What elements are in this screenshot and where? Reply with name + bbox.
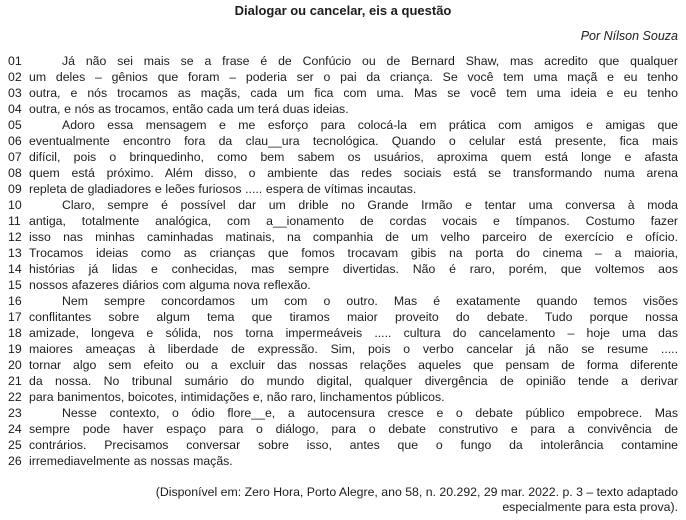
- line-text: Adoro essa mensagem e me esforço para colocá-la em prática com amigos e amigas que: [62, 118, 678, 132]
- line-number: 07: [8, 150, 22, 164]
- page-title: Dialogar ou cancelar, eis a questão: [234, 3, 452, 18]
- source-citation: [0, 485, 686, 515]
- line-number: 21: [8, 374, 22, 388]
- line-number: 14: [8, 262, 22, 276]
- line-number: 25: [8, 438, 22, 452]
- line-number: 15: [8, 278, 22, 292]
- line-text: Nem sempre concordamos um com o outro. Mas é exatamente quando temos visões: [62, 294, 678, 308]
- text-line: [0, 69, 686, 85]
- line-number: 13: [8, 246, 22, 260]
- line-text: Trocamos ideias como as crianças que fomos trocavam gibis na porta do cinema – a maioria,: [29, 246, 678, 260]
- line-number: 26: [8, 454, 22, 468]
- line-text: Claro, sempre é possível dar um drible no Grande Irmão e tentar uma conversa à moda: [62, 198, 678, 212]
- text-line: [0, 405, 686, 421]
- line-number: 23: [8, 406, 22, 420]
- text-line: [0, 229, 686, 245]
- text-line: [0, 309, 686, 325]
- text-line: [0, 437, 686, 453]
- text-line: [0, 117, 686, 133]
- line-text: conflitantes sobre algum tema que tiramos maior proveito do debate. Tudo porque nossa: [29, 310, 678, 324]
- text-line: [0, 165, 686, 181]
- line-text: outra, e nós as trocamos, então cada um terá duas ideias.: [29, 102, 349, 116]
- text-line: [0, 421, 686, 437]
- line-text: amizade, longeva e sólida, nos torna impermeáveis ..... cultura do cancelamento – hoje uma das: [29, 326, 678, 340]
- line-text: nossos afazeres diários com alguma nova reflexão.: [29, 278, 311, 292]
- line-number: 22: [8, 390, 22, 404]
- line-text: contrários. Precisamos conversar sobre isso, antes que o fungo da intolerância contamine: [29, 438, 678, 452]
- line-text: irremediavelmente as nossas maçãs.: [29, 454, 233, 468]
- text-line: [0, 453, 686, 469]
- text-line: [0, 101, 686, 117]
- line-number: 24: [8, 422, 22, 436]
- line-text: eventualmente encontro fora da clau__ura tecnológica. Quando o celular está presente, fica mais: [29, 134, 678, 148]
- line-number: 16: [8, 294, 22, 308]
- line-number: 19: [8, 342, 22, 356]
- line-text: isso nas minhas caminhadas matinais, na companhia de um velho parceiro de exercício e ofício.: [29, 230, 678, 244]
- text-line: [0, 357, 686, 373]
- line-number: 18: [8, 326, 22, 340]
- line-number: 03: [8, 86, 22, 100]
- text-line: [0, 293, 686, 309]
- line-number: 05: [8, 118, 22, 132]
- line-number: 09: [8, 182, 22, 196]
- line-text: Já não sei mais se a frase é de Confúcio ou de Bernard Shaw, mas acredito que qualquer: [62, 54, 678, 68]
- line-text: histórias já lidas e conhecidas, mas sempre divertidas. Não é raro, porém, que voltemos aos: [29, 262, 678, 276]
- line-text: quem está próximo. Além disso, o ambiente das redes sociais está se transformando numa arena: [29, 166, 678, 180]
- line-number: 20: [8, 358, 22, 372]
- line-number: 11: [8, 214, 21, 228]
- text-line: [0, 149, 686, 165]
- source-citation-line1: (Disponível em: Zero Hora, Porto Alegre, ano 58, n. 20.292, 29 mar. 2022. p. 3 – texto adaptado: [155, 485, 678, 499]
- line-number: 01: [8, 54, 22, 68]
- line-text: repleta de gladiadores e leões furiosos ..... espera de vítimas incautas.: [29, 182, 417, 196]
- text-line: [0, 133, 686, 149]
- line-number: 17: [8, 310, 22, 324]
- line-number: 02: [8, 70, 22, 84]
- line-text: outra, e nós trocamos as maçãs, cada um fica com uma. Mas se você tem uma ideia e eu tenho: [29, 86, 678, 100]
- line-text: maiores ameaças à liberdade de expressão. Sim, pois o verbo cancelar já não se resume .....: [29, 342, 678, 356]
- text-line: [0, 325, 686, 341]
- line-text: difícil, pois o brinquedinho, como bem sabem os usuários, aproxima quem está longe e afasta: [29, 150, 678, 164]
- text-body: [0, 53, 686, 469]
- line-number: 10: [8, 198, 22, 212]
- line-number: 08: [8, 166, 22, 180]
- line-text: da nossa. No tribunal sumário do mundo digital, qualquer divergência de opinião tende a derivar: [29, 374, 678, 388]
- line-number: 04: [8, 102, 22, 116]
- line-number: 12: [8, 230, 22, 244]
- source-citation-line2: especialmente para esta prova).: [502, 500, 678, 514]
- line-text: sempre pode haver espaço para o diálogo, para o debate construtivo e para a convivência de: [29, 422, 678, 436]
- text-line: [0, 261, 686, 277]
- byline: Por Nílson Souza: [580, 29, 678, 43]
- text-line: [0, 389, 686, 405]
- line-text: um deles – gênios que foram – poderia ser o pai da criança. Se você tem uma maçã e eu tenho: [29, 70, 678, 84]
- line-text: para banimentos, boicotes, intimidações e, não raro, linchamentos públicos.: [29, 390, 445, 404]
- line-number: 06: [8, 134, 22, 148]
- text-line: [0, 373, 686, 389]
- text-line: [0, 245, 686, 261]
- text-line: [0, 53, 686, 69]
- text-line: [0, 85, 686, 101]
- text-line: [0, 181, 686, 197]
- text-line: [0, 341, 686, 357]
- line-text: Nesse contexto, o ódio flore__e, a autocensura cresce e o debate público empobrece. Mas: [62, 406, 678, 420]
- text-line: [0, 213, 686, 229]
- line-text: antiga, totalmente analógica, com a__ionamento de cordas vocais e tímpanos. Costumo fazer: [29, 214, 678, 228]
- text-line: [0, 277, 686, 293]
- text-line: [0, 197, 686, 213]
- line-text: tornar algo sem efeito ou a excluir das nossas relações aqueles que pensam de forma diferente: [29, 358, 678, 372]
